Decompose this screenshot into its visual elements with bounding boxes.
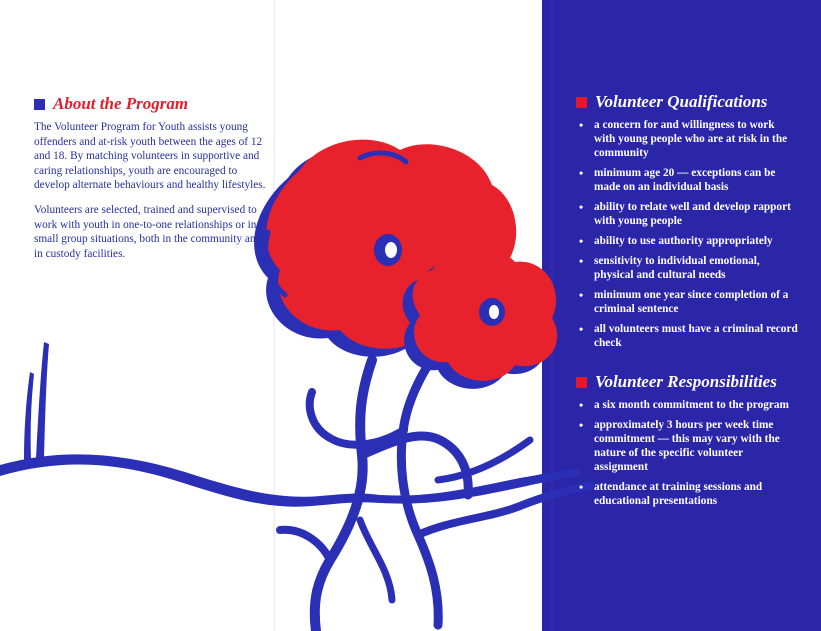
grass-blade: [36, 342, 49, 458]
about-paragraph: The Volunteer Program for Youth assists young offenders and at-risk youth between the ages of 12 and 18. By matching volunteers in supportive and caring relationships, youth are encouraged to develop alternate behaviours and healthy lifestyles.: [34, 121, 266, 192]
square-bullet-icon: [34, 99, 45, 110]
qualifications-section: [576, 92, 798, 356]
root: [360, 520, 392, 600]
list-item: • ability to relate well and develop rapport with young people: [576, 200, 798, 228]
list-item: • ability to use authority appropriately: [576, 234, 798, 248]
list-item: • attendance at training sessions and educational presentations: [576, 480, 798, 508]
responsibilities-list: [576, 398, 798, 508]
qualifications-title: Volunteer Qualifications: [595, 92, 768, 111]
about-section: [34, 94, 272, 271]
responsibilities-heading: [576, 372, 798, 392]
list-item: • a six month commitment to the program: [576, 398, 798, 412]
qualifications-list: [576, 118, 798, 350]
list-item: • sensitivity to individual emotional, physical and cultural needs: [576, 254, 798, 282]
poppy-center-highlight: [385, 242, 397, 258]
responsibilities-section: [576, 372, 798, 514]
responsibilities-title: Volunteer Responsibilities: [595, 372, 777, 391]
ground-ribbon: [0, 454, 380, 506]
list-item: • a concern for and willingness to work with young people who are at risk in the community: [576, 118, 798, 160]
list-item: • all volunteers must have a criminal record check: [576, 322, 798, 350]
grass-blade: [24, 372, 34, 460]
list-item: • minimum age 20 — exceptions can be made on an individual basis: [576, 166, 798, 194]
about-title: About the Program: [53, 94, 189, 113]
qualifications-heading: [576, 92, 798, 112]
root: [280, 530, 330, 560]
list-item: • approximately 3 hours per week time commitment — this may vary with the nature of the specific volunteer assignment: [576, 418, 798, 474]
square-bullet-icon: [576, 377, 587, 388]
poppy-center-highlight: [489, 305, 499, 319]
about-paragraph: Volunteers are selected, trained and supervised to work with youth in one-to-one relationships or in small group situations, both in the community and in custody facilities.: [34, 203, 262, 260]
about-heading: [34, 94, 272, 114]
square-bullet-icon: [576, 97, 587, 108]
list-item: • minimum one year since completion of a criminal sentence: [576, 288, 798, 316]
